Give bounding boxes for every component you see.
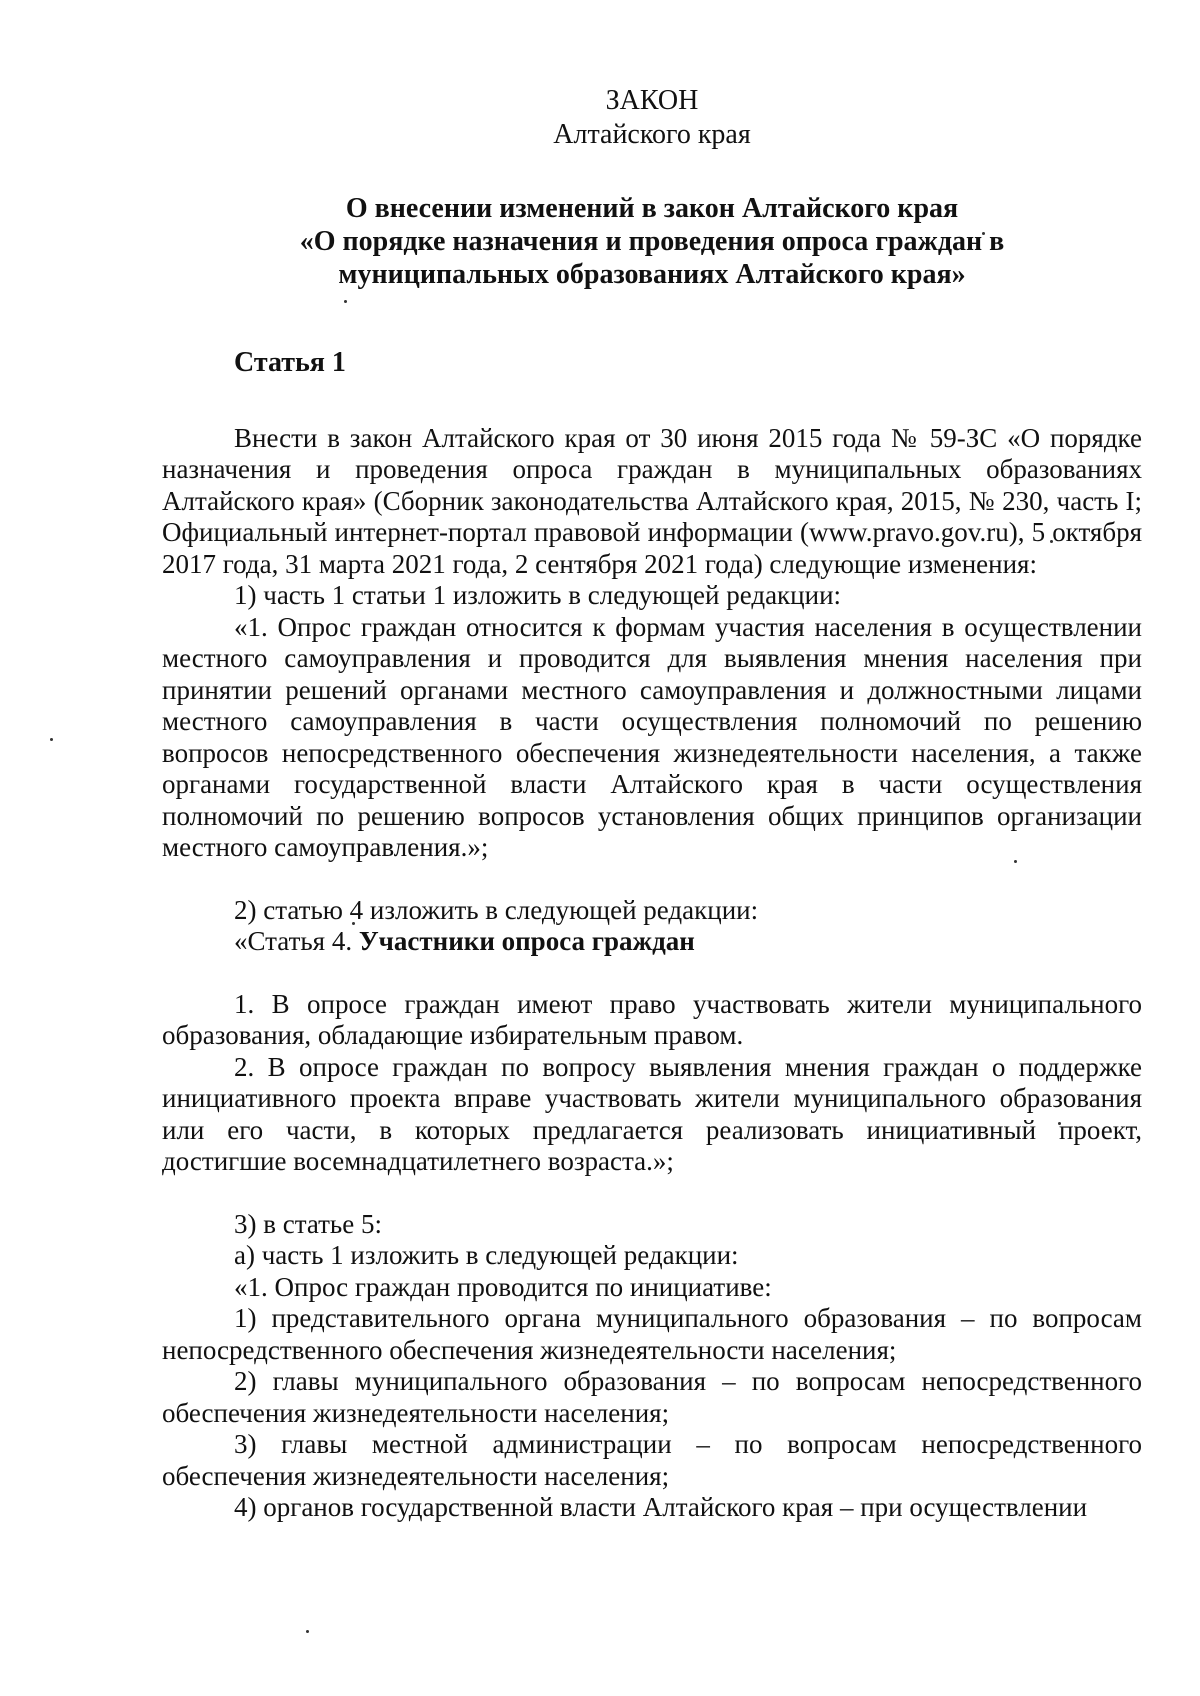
article-heading: Статья 1 (234, 347, 346, 378)
law-region: Алтайского края (553, 119, 751, 150)
law-title-line: муниципальных образованиях Алтайского края» (338, 259, 966, 290)
law-heading: ЗАКОН (605, 85, 699, 116)
law-title (162, 192, 1142, 291)
amended-article-5-point-4: 4) органов государственной власти Алтайского края – при осуществлении (234, 1492, 1088, 1522)
article-intro-paragraph: Внести в закон Алтайского края от 30 июня 2015 года № 59-ЗС «О порядке назначения и проведения опроса граждан в муниципальных образованиях Алтайского края» (Сборник законодательства Алтайского края, 2015, № 230, часть I; Официальный интернет-портал правовой информации (www.pravo.gov.ru), 5 октября 2017 года, 31 марта 2021 года, 2 сентября 2021 года) следующие изменения: (162, 422, 1142, 579)
document-body (162, 84, 1142, 1524)
amended-article-4-title (162, 926, 1142, 958)
scan-speck (306, 1630, 309, 1633)
amended-article-5-point-1: 1) представительного органа муниципального образования – по вопросам непосредственного обеспечения жизнедеятельности населения; (162, 1303, 1142, 1365)
amended-article-4-name: Участники опроса граждан (358, 926, 695, 956)
law-title-line: «О порядке назначения и проведения опроса граждан в (299, 226, 1005, 257)
amended-article-5-point-3: 3) главы местной администрации – по вопросам непосредственного обеспечения жизнедеятельности населения; (162, 1429, 1142, 1491)
amended-article-5-part-1-lead: «1. Опрос граждан проводится по инициативе: (234, 1271, 772, 1302)
amendment-item-1-text: «1. Опрос граждан относится к формам участия населения в осуществлении местного самоуправления и проводится для выявления мнения населения при принятии решений органами местного самоуправления и должностными лицами местного самоуправления в части осуществления полномочий по решению вопросов непосредственного обеспечения жизнедеятельности населения, а также органами государственной власти Алтайского края в части осуществления полномочий по решению вопросов установления общих принципов организации местного самоуправления.»; (162, 611, 1142, 862)
law-title-line: О внесении изменений в закон Алтайского края (345, 193, 959, 224)
amendment-item-2-heading: 2) статью 4 изложить в следующей редакции: (234, 894, 759, 925)
amendment-item-1-heading: 1) часть 1 статьи 1 изложить в следующей редакции: (234, 580, 842, 610)
amended-article-4-part-1: 1. В опросе граждан имеют право участвовать жители муниципального образования, обладающие избирательным правом. (162, 988, 1142, 1050)
scan-speck (50, 738, 53, 741)
amendment-item-3-subitem-a: а) часть 1 изложить в следующей редакции: (234, 1240, 739, 1270)
amended-article-4-prefix: «Статья 4. (234, 926, 359, 956)
amended-article-4-part-2: 2. В опросе граждан по вопросу выявления мнения граждан о поддержке инициативного проекта вправе участвовать жители муниципального образования или его части, в которых предлагается реализовать инициативный проект, достигшие восемнадцатилетнего возраста.»; (162, 1051, 1142, 1176)
amended-article-5-point-2: 2) главы муниципального образования – по вопросам непосредственного обеспечения жизнедеятельности населения; (162, 1366, 1142, 1428)
amendment-item-3-heading: 3) в статье 5: (234, 1208, 382, 1239)
